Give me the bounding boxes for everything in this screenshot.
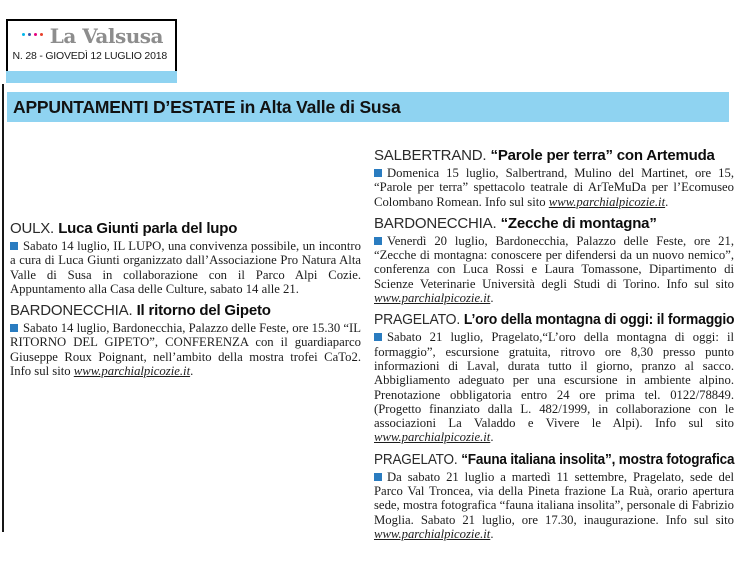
article-text-after: . <box>190 364 194 379</box>
article-title: L’oro della montagna di oggi: il formaggio <box>463 311 735 329</box>
color-dot-icon <box>22 33 25 36</box>
printed-url: www.parchialpicozie.it <box>374 291 491 306</box>
article-title: Il ritorno del Gipeto <box>136 302 271 320</box>
article-city: PRAGELATO. <box>374 311 461 329</box>
article-body <box>374 470 734 541</box>
article-headline <box>10 221 361 237</box>
section-banner-title: APPUNTAMENTI D’ESTATE in Alta Valle di Susa <box>13 97 401 117</box>
bullet-square-icon <box>374 333 382 341</box>
printed-url: www.parchialpicozie.it <box>73 364 191 379</box>
article-text: Sabato 14 luglio, Bardonecchia, Palazzo delle Feste, ore 15.30 “IL RITORNO DEL GIPETO”, CONFERENZA con il guardiaparco Giuseppe Roux Poignant, nell’ambito della mostra trofei CaTo2. Info sul sito <box>10 321 361 379</box>
article-city: SALBERTRAND. <box>374 147 487 164</box>
color-dot-icon <box>28 33 31 36</box>
article-headline <box>374 148 734 164</box>
article-text: Sabato 21 luglio, Pragelato,“L’oro della montagna di oggi: il formaggio”, escursione gratuita, ritrovo ore 8,30 presso punto informazioni di Laval, durata tutto il giorno, pranzo al sacco. Abbigliamento adeguato per una escursione in ambiente alpino. Prenotazione obbligatoria entro 24 ore prima tel. 0122/78849. (Progetto finanziato dalla L. 482/1999, in collaborazione con le associazioni La Valaddo e Vivere le Alpi). Info sul sito <box>374 330 734 431</box>
article-headline <box>10 303 361 319</box>
issue-date-line: N. 28 - GIOVEDÌ 12 LUGLIO 2018 <box>12 50 167 62</box>
article-text-after: . <box>490 430 494 445</box>
masthead-accent-bar <box>6 71 177 83</box>
printed-url: www.parchialpicozie.it <box>548 194 666 209</box>
article-city: BARDONECCHIA. <box>374 214 497 232</box>
article-body <box>374 166 734 209</box>
article-city: BARDONECCHIA. <box>10 302 133 320</box>
bullet-square-icon <box>10 324 18 332</box>
article-city: PRAGELATO. <box>374 450 458 468</box>
article-body <box>10 239 361 296</box>
article <box>374 312 734 444</box>
article-text-after: . <box>490 526 494 541</box>
column-left <box>10 221 361 378</box>
color-dot-icon <box>40 33 43 36</box>
article <box>374 148 734 209</box>
article-text: Venerdì 20 luglio, Bardonecchia, Palazzo delle Feste, ore 21, “Zecche di montagna: conoscere per difendersi da un nuovo nemico”, conferenza con Luca Rossi e Laura Tomassone, Dipartimento di Scienze Veterinarie Università degli Studi di Torino. Info sul sito <box>374 233 734 291</box>
article <box>374 452 734 541</box>
article-title: “Fauna italiana insolita”, mostra fotografica <box>461 450 735 468</box>
article-body <box>374 234 734 305</box>
bullet-square-icon <box>10 242 18 250</box>
article-text-after: . <box>665 194 669 209</box>
article-title: Luca Giunti parla del lupo <box>58 220 238 237</box>
article-headline <box>374 216 734 232</box>
page-crop-line <box>2 84 4 532</box>
bullet-square-icon <box>374 473 382 481</box>
column-right <box>374 148 734 541</box>
article-title: “Parole per terra” con Artemuda <box>490 147 715 164</box>
article <box>10 303 361 378</box>
article-text: Domenica 15 luglio, Salbertrand, Mulino del Martinet, ore 15, “Parole per terra” spettacolo teatrale di ArTeMuDa per l’Ecomuseo Colombano Romean. Info sul sito <box>374 166 734 209</box>
printed-url: www.parchialpicozie.it <box>374 430 491 445</box>
bullet-square-icon <box>374 169 382 177</box>
color-dot-icon <box>34 33 37 36</box>
bullet-square-icon <box>374 237 382 245</box>
article <box>374 216 734 305</box>
section-banner <box>7 92 729 122</box>
article-text-after: . <box>490 291 494 306</box>
article <box>10 221 361 296</box>
article-body <box>374 330 734 444</box>
article-headline <box>374 311 735 329</box>
article-body <box>10 321 361 378</box>
article-title: “Zecche di montagna” <box>500 214 657 232</box>
article-headline <box>374 450 735 468</box>
masthead <box>6 19 177 71</box>
article-city: OULX. <box>10 220 55 237</box>
registration-marks-icon <box>22 33 43 36</box>
article-text: Da sabato 21 luglio a martedì 11 settembre, Pragelato, sede del Parco Val Troncea, via della Pineta frazione La Ruà, orario apertura sede, mostra fotografica “fauna italiana insolita”, personale di Fabrizio Moglia. Sabato 21 luglio, ore 17.30, inaugurazione. Info sul sito <box>374 469 734 527</box>
printed-url: www.parchialpicozie.it <box>374 526 491 541</box>
article-text: Sabato 14 luglio, IL LUPO, una convivenza possibile, un incontro a cura di Luca Giunti organizzato dall’Associazione Pro Natura Alta Valle di Susa in collaborazione con il Parco Alpi Cozie. Appuntamento alla Casa delle Culture, sabato 14 alle 21. <box>10 239 361 296</box>
newspaper-title: La Valsusa <box>49 24 163 48</box>
